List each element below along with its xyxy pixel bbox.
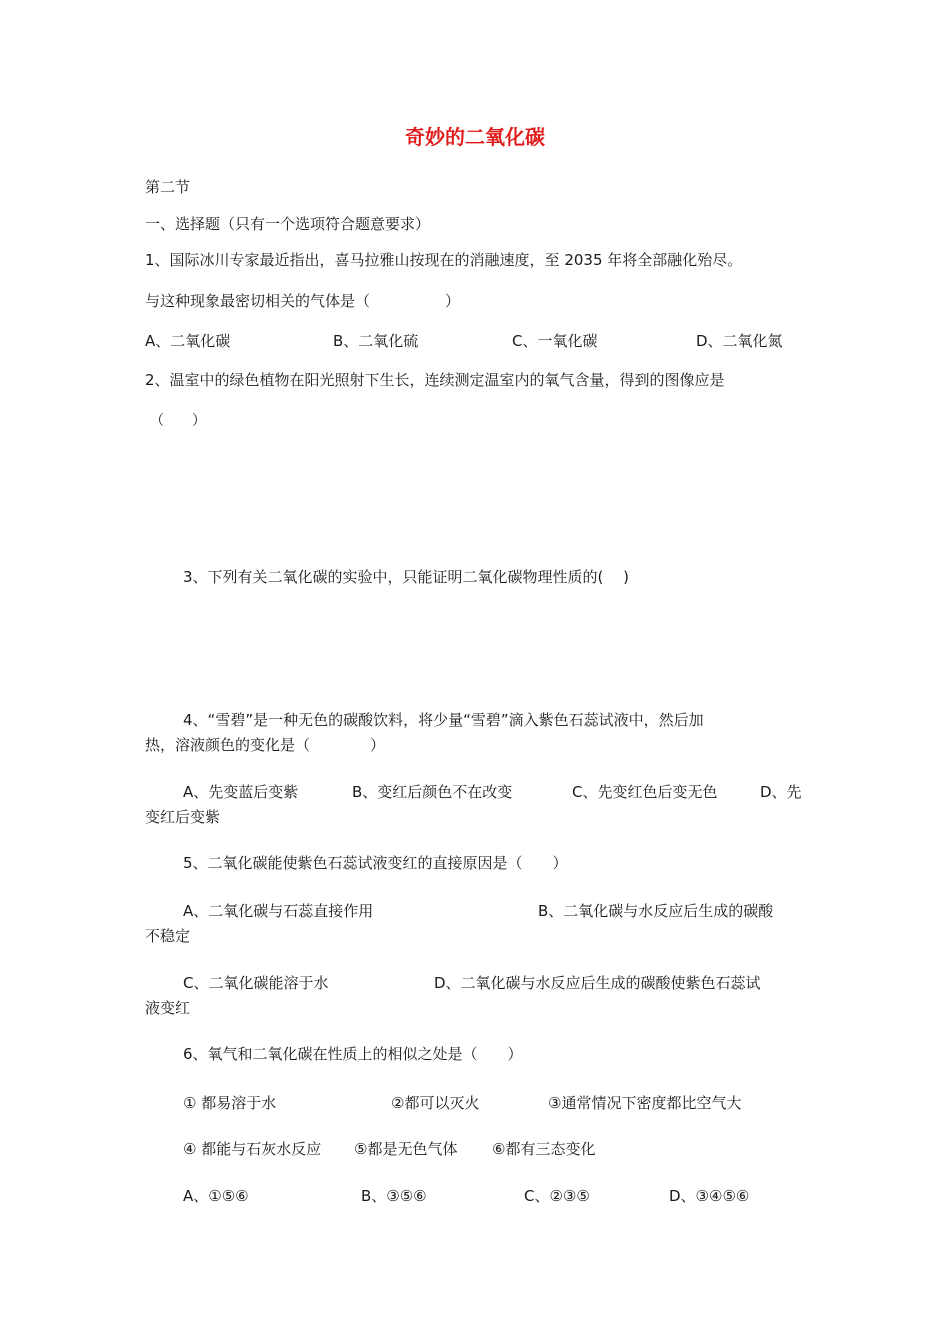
q6-item-5: ⑤都是无色气体 bbox=[354, 1140, 458, 1158]
q5-option-d: D、二氧化碳与水反应后生成的碳酸使紫色石蕊试 bbox=[434, 974, 761, 992]
q6-item-2: ②都可以灭火 bbox=[391, 1094, 480, 1112]
q2-stem-line2: （ ） bbox=[150, 413, 206, 429]
q5-option-a: A、二氧化碳与石蕊直接作用 bbox=[183, 902, 374, 920]
q4-option-a: A、先变蓝后变紫 bbox=[183, 783, 299, 801]
q6-item-1: ① 都易溶于水 bbox=[183, 1094, 277, 1112]
q1-stem-line1: 1、国际冰川专家最近指出，喜马拉雅山按现在的消融速度，至 2035 年将全部融化殆尽。 bbox=[145, 251, 743, 269]
q5-option-b: B、二氧化碳与水反应后生成的碳酸 bbox=[538, 902, 774, 920]
part-heading: 一、选择题（只有一个选项符合题意要求） bbox=[145, 215, 431, 233]
q1-option-a: A、二氧化碳 bbox=[145, 332, 231, 350]
q4-option-c: C、先变红色后变无色 bbox=[572, 783, 718, 801]
q6-option-c: C、②③⑤ bbox=[524, 1187, 590, 1205]
document-title: 奇妙的二氧化碳 bbox=[405, 125, 545, 149]
q6-option-a: A、①⑤⑥ bbox=[183, 1187, 249, 1205]
q6-option-b: B、③⑤⑥ bbox=[361, 1187, 427, 1205]
q5-option-d-continued: 液变红 bbox=[145, 999, 191, 1017]
q4-option-d-continued: 变红后变紫 bbox=[145, 808, 221, 826]
q5-stem: 5、二氧化碳能使紫色石蕊试液变红的直接原因是（ ） bbox=[183, 854, 568, 872]
q6-item-3: ③通常情况下密度都比空气大 bbox=[548, 1094, 742, 1112]
q6-stem: 6、氧气和二氧化碳在性质上的相似之处是（ ） bbox=[183, 1045, 523, 1063]
section-label: 第二节 bbox=[145, 178, 191, 196]
q5-option-b-continued: 不稳定 bbox=[145, 927, 191, 945]
q1-option-b: B、二氧化硫 bbox=[333, 332, 419, 350]
q4-option-d: D、先 bbox=[760, 783, 802, 801]
q5-option-c: C、二氧化碳能溶于水 bbox=[183, 974, 329, 992]
q1-option-c: C、一氧化碳 bbox=[512, 332, 598, 350]
q1-option-d: D、二氧化氮 bbox=[696, 332, 783, 350]
q3-stem: 3、下列有关二氧化碳的实验中，只能证明二氧化碳物理性质的( ) bbox=[183, 568, 630, 586]
q6-item-6: ⑥都有三态变化 bbox=[492, 1140, 596, 1158]
q4-stem-line1: 4、“雪碧”是一种无色的碳酸饮料，将少量“雪碧”滴入紫色石蕊试液中，然后加 bbox=[183, 711, 704, 729]
q1-stem-line2: 与这种现象最密切相关的气体是（ ） bbox=[145, 292, 461, 310]
q6-option-d: D、③④⑤⑥ bbox=[669, 1187, 750, 1205]
q6-item-4: ④ 都能与石灰水反应 bbox=[183, 1140, 322, 1158]
q4-option-b: B、变红后颜色不在改变 bbox=[352, 783, 513, 801]
q2-stem-line1: 2、温室中的绿色植物在阳光照射下生长，连续测定温室内的氧气含量，得到的图像应是 bbox=[145, 371, 725, 389]
q4-stem-line2: 热，溶液颜色的变化是（ ） bbox=[145, 736, 386, 754]
